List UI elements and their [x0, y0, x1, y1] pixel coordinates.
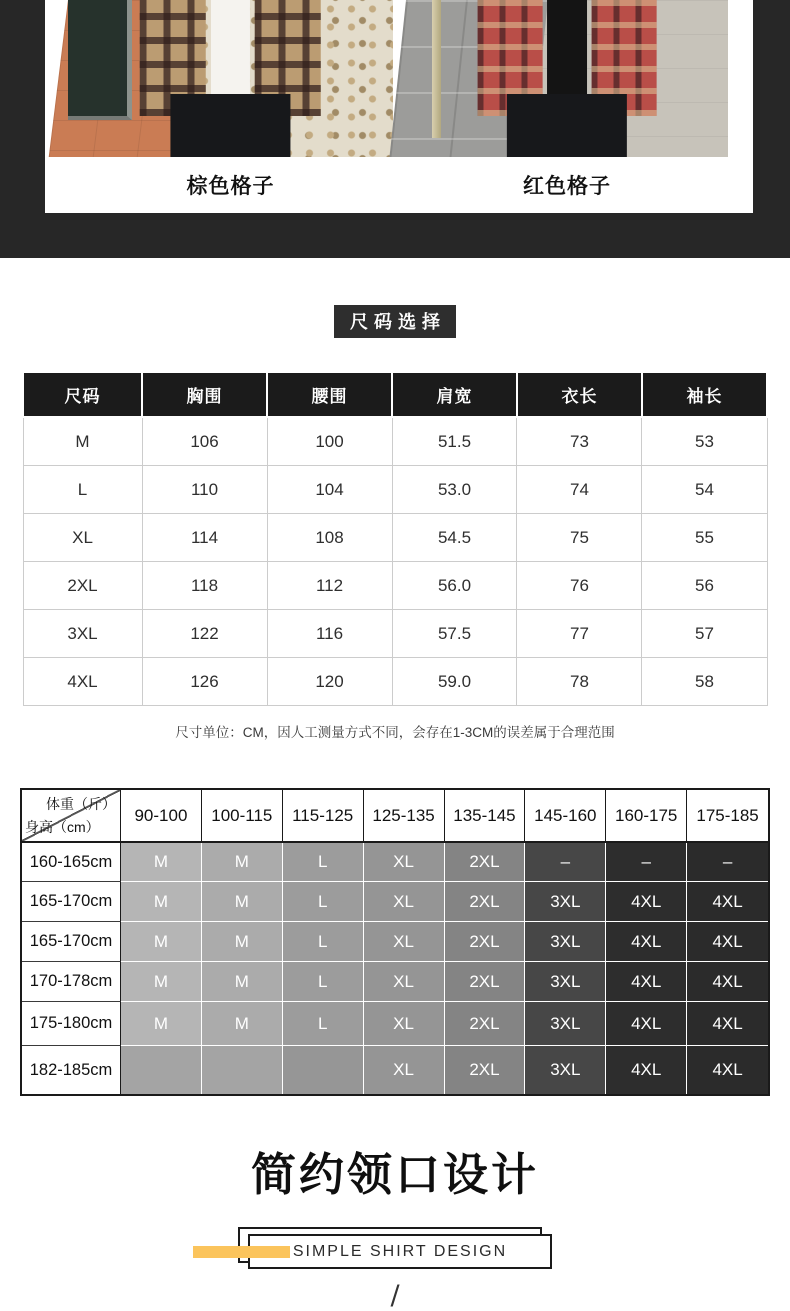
fit-size-cell: M: [121, 843, 202, 882]
size-table-cell: 126: [142, 658, 267, 706]
divider-slash: /: [390, 1280, 400, 1311]
pants-shape: [507, 94, 627, 157]
size-table-cell: 122: [142, 610, 267, 658]
fit-size-cell: 2XL: [445, 882, 526, 922]
fit-size-cell: [202, 1046, 283, 1094]
model-figure: [474, 0, 661, 157]
size-table-cell: 74: [517, 466, 642, 514]
fit-size-cell: –: [525, 843, 606, 882]
fit-size-cell: 2XL: [445, 1046, 526, 1094]
size-table-cell: 54: [642, 466, 767, 514]
size-table-cell: 58: [642, 658, 767, 706]
measurement-note: 尺寸单位：CM，因人工测量方式不同，会存在1-3CM的误差属于合理范围: [175, 725, 615, 740]
fit-size-cell: 2XL: [445, 843, 526, 882]
variant-label-red: 红色格子: [523, 175, 611, 198]
size-table-header-cell: 胸围: [142, 372, 267, 417]
tee-shape: [211, 0, 251, 94]
size-table-header-cell: 尺码: [23, 372, 142, 417]
fit-size-cell: 2XL: [445, 922, 526, 962]
size-select-badge: 尺码选择: [334, 305, 456, 338]
table-row: [23, 658, 767, 706]
variant-label-brown: 棕色格子: [186, 175, 275, 198]
gallery-card: [45, 0, 753, 213]
gallery-item-red: [406, 0, 728, 213]
fit-size-cell: 4XL: [606, 1046, 687, 1094]
pants-shape: [170, 94, 291, 157]
size-table-cell: 3XL: [23, 610, 142, 658]
yellow-accent-bar: [193, 1246, 290, 1258]
fit-height-cell: 165-170cm: [22, 882, 121, 922]
fit-size-cell: M: [202, 1002, 283, 1046]
fit-size-cell: 3XL: [525, 1002, 606, 1046]
fit-size-cell: M: [202, 882, 283, 922]
fit-size-cell: M: [121, 962, 202, 1002]
fit-weight-header: 115-125: [283, 790, 364, 843]
corner-weight-label: 体重（斤）: [46, 796, 116, 812]
fit-size-cell: XL: [364, 882, 445, 922]
size-table: [22, 371, 768, 706]
fit-size-cell: L: [283, 843, 364, 882]
gallery-item-brown: [68, 0, 393, 213]
fit-size-cell: [283, 1046, 364, 1094]
size-table-cell: 54.5: [392, 514, 517, 562]
fit-size-cell: 3XL: [525, 882, 606, 922]
fit-size-cell: L: [283, 882, 364, 922]
fit-size-cell: 4XL: [687, 922, 768, 962]
size-table-cell: L: [23, 466, 142, 514]
fit-size-cell: 4XL: [606, 882, 687, 922]
size-table-cell: 56.0: [392, 562, 517, 610]
fit-size-cell: XL: [364, 962, 445, 1002]
fit-weight-header: 175-185: [687, 790, 768, 843]
fit-size-cell: –: [687, 843, 768, 882]
product-photo-red: [406, 0, 728, 157]
fit-size-cell: M: [202, 922, 283, 962]
fit-size-cell: 4XL: [606, 1002, 687, 1046]
fit-size-cell: [121, 1046, 202, 1094]
size-table-header-cell: 肩宽: [392, 372, 517, 417]
size-table-cell: 57: [642, 610, 767, 658]
design-subtitle-box: [238, 1227, 552, 1271]
table-row: [23, 610, 767, 658]
fit-size-cell: M: [202, 962, 283, 1002]
size-table-cell: M: [23, 417, 142, 466]
fit-height-cell: 170-178cm: [22, 962, 121, 1002]
fit-size-cell: 2XL: [445, 1002, 526, 1046]
corner-height-label: 身高（cm）: [25, 819, 100, 835]
fit-height-cell: 165-170cm: [22, 922, 121, 962]
size-table-cell: 4XL: [23, 658, 142, 706]
fit-size-cell: 3XL: [525, 922, 606, 962]
size-table-cell: 55: [642, 514, 767, 562]
fit-size-cell: 4XL: [606, 962, 687, 1002]
size-table-cell: 120: [267, 658, 392, 706]
pillar-shape: [432, 0, 441, 138]
size-table-body: [23, 417, 767, 706]
fit-size-cell: –: [606, 843, 687, 882]
size-table-header-cell: 袖长: [642, 372, 767, 417]
fit-size-cell: 4XL: [687, 882, 768, 922]
size-table-cell: 116: [267, 610, 392, 658]
fit-size-cell: M: [121, 1002, 202, 1046]
size-table-cell: 108: [267, 514, 392, 562]
model-figure: [136, 0, 325, 157]
size-table-cell: 78: [517, 658, 642, 706]
fit-size-cell: XL: [364, 843, 445, 882]
fit-size-cell: L: [283, 962, 364, 1002]
fit-height-cell: 175-180cm: [22, 1002, 121, 1046]
fit-size-cell: 2XL: [445, 962, 526, 1002]
size-table-cell: 104: [267, 466, 392, 514]
size-table-cell: 77: [517, 610, 642, 658]
fit-weight-header: 160-175: [606, 790, 687, 843]
size-table-cell: 51.5: [392, 417, 517, 466]
table-row: [23, 466, 767, 514]
size-table-cell: 75: [517, 514, 642, 562]
fit-size-cell: 3XL: [525, 1046, 606, 1094]
fit-size-cell: M: [202, 843, 283, 882]
size-table-cell: 118: [142, 562, 267, 610]
size-table-header-row: [23, 372, 767, 417]
window-shape: [68, 0, 132, 120]
size-table-cell: 112: [267, 562, 392, 610]
size-table-cell: 114: [142, 514, 267, 562]
size-table-cell: 57.5: [392, 610, 517, 658]
size-table-cell: 59.0: [392, 658, 517, 706]
product-photo-brown: [68, 0, 393, 157]
gallery-section: [0, 0, 790, 258]
fit-size-cell: L: [283, 922, 364, 962]
tee-shape: [547, 0, 586, 94]
table-row: [23, 562, 767, 610]
size-table-cell: 76: [517, 562, 642, 610]
size-table-header-cell: 衣长: [517, 372, 642, 417]
fit-size-cell: M: [121, 922, 202, 962]
size-table-cell: 53.0: [392, 466, 517, 514]
design-title: 简约领口设计: [250, 1149, 539, 1200]
size-table-cell: 73: [517, 417, 642, 466]
fit-size-cell: 4XL: [687, 1002, 768, 1046]
fit-height-cell: 160-165cm: [22, 843, 121, 882]
table-row: [23, 514, 767, 562]
fit-weight-header: 100-115: [202, 790, 283, 843]
fit-weight-header: 135-145: [445, 790, 526, 843]
size-table-cell: 110: [142, 466, 267, 514]
size-table-header-cell: 腰围: [267, 372, 392, 417]
fit-size-cell: XL: [364, 1046, 445, 1094]
fit-size-cell: 4XL: [606, 922, 687, 962]
fit-size-cell: XL: [364, 1002, 445, 1046]
fit-table-corner-cell: [22, 790, 121, 843]
fit-weight-header: 90-100: [121, 790, 202, 843]
fit-size-cell: 4XL: [687, 962, 768, 1002]
fit-height-cell: 182-185cm: [22, 1046, 121, 1094]
fit-weight-header: 125-135: [364, 790, 445, 843]
fit-size-cell: L: [283, 1002, 364, 1046]
fit-size-cell: 4XL: [687, 1046, 768, 1094]
size-table-cell: 56: [642, 562, 767, 610]
size-table-cell: 2XL: [23, 562, 142, 610]
fit-weight-header: 145-160: [525, 790, 606, 843]
fit-size-cell: 3XL: [525, 962, 606, 1002]
design-subtitle: SIMPLE SHIRT DESIGN: [248, 1234, 552, 1269]
size-table-cell: 100: [267, 417, 392, 466]
table-row: [23, 417, 767, 466]
fit-size-cell: M: [121, 882, 202, 922]
size-table-cell: XL: [23, 514, 142, 562]
fit-size-cell: XL: [364, 922, 445, 962]
fit-table: [20, 788, 770, 1096]
size-table-cell: 106: [142, 417, 267, 466]
size-table-cell: 53: [642, 417, 767, 466]
